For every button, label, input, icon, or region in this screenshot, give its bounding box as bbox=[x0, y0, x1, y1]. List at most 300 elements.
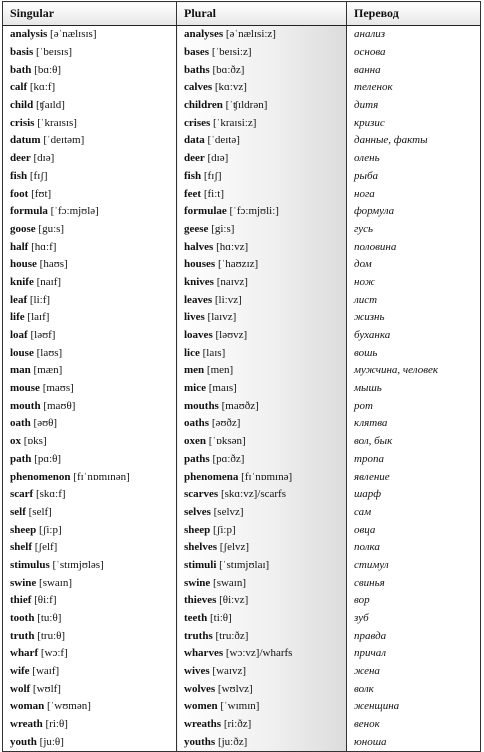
table-row bbox=[3, 468, 481, 486]
plural-word: wolves bbox=[184, 682, 216, 695]
plural-word: phenomena bbox=[184, 470, 239, 483]
plural-word: oxen bbox=[184, 435, 206, 448]
plural-transcription: [θiːvz] bbox=[219, 594, 249, 607]
plural-word: halves bbox=[184, 240, 214, 253]
translation-cell: вор bbox=[347, 592, 481, 610]
translation-cell: олень bbox=[347, 150, 481, 168]
translation-cell: зуб bbox=[347, 610, 481, 628]
translation-cell: вошь bbox=[347, 344, 481, 362]
singular-cell bbox=[3, 574, 177, 592]
singular-transcription: [əˈnælɪsɪs] bbox=[50, 28, 97, 41]
translation-cell: мужчина, человек bbox=[347, 362, 481, 380]
plural-transcription: [wʊlvz] bbox=[217, 682, 253, 695]
singular-cell bbox=[3, 150, 177, 168]
singular-cell bbox=[3, 327, 177, 345]
singular-transcription: [pɑːθ] bbox=[34, 452, 62, 465]
plural-cell bbox=[177, 203, 347, 221]
singular-transcription: [ˈdeɪtəm] bbox=[43, 134, 85, 147]
singular-cell bbox=[3, 698, 177, 716]
plural-word: lice bbox=[184, 346, 200, 359]
plural-word: data bbox=[184, 134, 205, 147]
singular-transcription: [riːθ] bbox=[45, 718, 68, 731]
singular-cell bbox=[3, 663, 177, 681]
translation-cell: явление bbox=[347, 468, 481, 486]
plural-cell bbox=[177, 79, 347, 97]
translation-cell: буханка bbox=[347, 327, 481, 345]
plural-transcription: [naɪvz] bbox=[216, 275, 248, 288]
translation-cell: клятва bbox=[347, 415, 481, 433]
table-row bbox=[3, 539, 481, 557]
singular-word: wife bbox=[10, 665, 30, 678]
singular-word: calf bbox=[10, 81, 28, 94]
singular-word: loaf bbox=[10, 329, 28, 342]
plural-transcription: [ˈstɪmjʊlaɪ] bbox=[219, 558, 270, 571]
plural-cell bbox=[177, 716, 347, 734]
header-translation: Перевод bbox=[347, 2, 481, 26]
plural-word: loaves bbox=[184, 329, 213, 342]
table-row bbox=[3, 504, 481, 522]
plural-transcription: [fɪʃ] bbox=[203, 169, 222, 182]
plural-cell bbox=[177, 291, 347, 309]
translation-cell: рыба bbox=[347, 168, 481, 186]
singular-cell bbox=[3, 433, 177, 451]
singular-cell bbox=[3, 610, 177, 628]
table-row bbox=[3, 238, 481, 256]
plural-word: youths bbox=[184, 735, 216, 748]
singular-word: knife bbox=[10, 275, 34, 288]
singular-transcription: [juːθ] bbox=[39, 735, 64, 748]
plural-word: teeth bbox=[184, 612, 208, 625]
singular-transcription: [maʊs] bbox=[42, 382, 74, 395]
plural-cell bbox=[177, 521, 347, 539]
translation-cell: лист bbox=[347, 291, 481, 309]
plural-word: children bbox=[184, 99, 223, 112]
plural-transcription: [əˈnælɪsiːz] bbox=[225, 28, 276, 41]
plural-word: wreaths bbox=[184, 718, 222, 731]
translation-cell: шарф bbox=[347, 486, 481, 504]
plural-word: scarves bbox=[184, 488, 219, 501]
singular-transcription: [ʧaɪld] bbox=[35, 99, 65, 112]
singular-cell bbox=[3, 185, 177, 203]
singular-word: bath bbox=[10, 63, 32, 76]
plural-transcription: [ˈbeɪsiːz] bbox=[211, 46, 252, 59]
singular-transcription: [fʊt] bbox=[31, 187, 52, 200]
plural-word: formulae bbox=[184, 205, 227, 218]
table-row bbox=[3, 698, 481, 716]
plural-word: paths bbox=[184, 452, 210, 465]
table-row bbox=[3, 309, 481, 327]
singular-transcription: [laʊs] bbox=[36, 346, 63, 359]
table-row bbox=[3, 79, 481, 97]
plural-word: baths bbox=[184, 63, 210, 76]
singular-word: house bbox=[10, 258, 37, 271]
plural-cell bbox=[177, 327, 347, 345]
singular-word: shelf bbox=[10, 541, 32, 554]
plural-cell bbox=[177, 274, 347, 292]
table-row bbox=[3, 486, 481, 504]
translation-cell: свинья bbox=[347, 574, 481, 592]
singular-word: self bbox=[10, 505, 26, 518]
header-plural: Plural bbox=[177, 2, 347, 26]
plural-transcription: [ʃelvz] bbox=[219, 541, 250, 554]
translation-cell: сам bbox=[347, 504, 481, 522]
singular-word: goose bbox=[10, 222, 36, 235]
translation-cell: юноша bbox=[347, 734, 481, 752]
plural-transcription: [dɪə] bbox=[207, 152, 229, 165]
plural-word: swine bbox=[184, 576, 211, 589]
plural-cell bbox=[177, 645, 347, 663]
singular-cell bbox=[3, 274, 177, 292]
translation-cell: половина bbox=[347, 238, 481, 256]
plural-word: wives bbox=[184, 665, 210, 678]
translation-cell: нож bbox=[347, 274, 481, 292]
singular-transcription: [əʊθ] bbox=[33, 417, 58, 430]
table-row bbox=[3, 397, 481, 415]
singular-word: mouse bbox=[10, 382, 40, 395]
singular-cell bbox=[3, 716, 177, 734]
plural-cell bbox=[177, 97, 347, 115]
plural-word: knives bbox=[184, 275, 214, 288]
singular-cell bbox=[3, 557, 177, 575]
translation-cell: основа bbox=[347, 44, 481, 62]
plural-transcription: [liːvz] bbox=[214, 293, 242, 306]
table-row bbox=[3, 114, 481, 132]
translation-cell: женщина bbox=[347, 698, 481, 716]
plural-word: shelves bbox=[184, 541, 217, 554]
singular-cell bbox=[3, 203, 177, 221]
singular-word: woman bbox=[10, 700, 45, 713]
singular-cell bbox=[3, 168, 177, 186]
singular-transcription: [kɑːf] bbox=[29, 81, 56, 94]
singular-word: louse bbox=[10, 346, 34, 359]
plural-transcription: [riːðz] bbox=[223, 718, 252, 731]
singular-transcription: [swaɪn] bbox=[39, 576, 73, 589]
table-row bbox=[3, 362, 481, 380]
singular-cell bbox=[3, 486, 177, 504]
table-row bbox=[3, 185, 481, 203]
translation-cell: кризис bbox=[347, 114, 481, 132]
singular-transcription: [bɑːθ] bbox=[34, 63, 62, 76]
plural-word: feet bbox=[184, 187, 202, 200]
singular-cell bbox=[3, 26, 177, 44]
plural-transcription: [juːðz] bbox=[217, 735, 248, 748]
translation-cell: волк bbox=[347, 680, 481, 698]
table-row bbox=[3, 221, 481, 239]
plural-nouns-table bbox=[2, 1, 481, 752]
singular-word: ox bbox=[10, 435, 21, 448]
plural-cell bbox=[177, 397, 347, 415]
translation-cell: венок bbox=[347, 716, 481, 734]
singular-transcription: [dɪə] bbox=[33, 152, 55, 165]
table-row bbox=[3, 344, 481, 362]
plural-cell bbox=[177, 168, 347, 186]
singular-transcription: [ˈbeɪsɪs] bbox=[36, 46, 73, 59]
table-row bbox=[3, 203, 481, 221]
plural-cell bbox=[177, 61, 347, 79]
plural-cell bbox=[177, 433, 347, 451]
plural-cell bbox=[177, 150, 347, 168]
singular-word: man bbox=[10, 364, 31, 377]
translation-cell: нога bbox=[347, 185, 481, 203]
plural-transcription: [truːðz] bbox=[215, 629, 249, 642]
translation-cell: теленок bbox=[347, 79, 481, 97]
translation-cell: правда bbox=[347, 627, 481, 645]
plural-word: leaves bbox=[184, 293, 213, 306]
table-row bbox=[3, 451, 481, 469]
singular-transcription: [waɪf] bbox=[32, 665, 60, 678]
singular-word: youth bbox=[10, 735, 37, 748]
singular-cell bbox=[3, 114, 177, 132]
translation-cell: гусь bbox=[347, 221, 481, 239]
singular-transcription: [liːf] bbox=[29, 293, 51, 306]
plural-transcription: [wɔːvz]/wharfs bbox=[225, 647, 293, 660]
singular-cell bbox=[3, 521, 177, 539]
singular-transcription: [ʃiːp] bbox=[39, 523, 62, 536]
singular-word: thief bbox=[10, 594, 32, 607]
singular-transcription: [haʊs] bbox=[39, 258, 68, 271]
singular-cell bbox=[3, 680, 177, 698]
plural-cell bbox=[177, 592, 347, 610]
plural-word: mice bbox=[184, 382, 206, 395]
singular-transcription: [ˈkraɪsɪs] bbox=[37, 116, 77, 129]
plural-transcription: [ˈfɔːmjʊliː] bbox=[229, 205, 279, 218]
plural-transcription: [kɑːvz] bbox=[214, 81, 247, 94]
table-row bbox=[3, 734, 481, 752]
singular-cell bbox=[3, 61, 177, 79]
plural-cell bbox=[177, 574, 347, 592]
singular-word: swine bbox=[10, 576, 37, 589]
plural-cell bbox=[177, 132, 347, 150]
translation-cell: вол, бык bbox=[347, 433, 481, 451]
plural-cell bbox=[177, 114, 347, 132]
plural-cell bbox=[177, 256, 347, 274]
translation-cell: стимул bbox=[347, 557, 481, 575]
plural-word: crises bbox=[184, 116, 211, 129]
plural-transcription: [əʊðz] bbox=[211, 417, 241, 430]
singular-transcription: [ɒks] bbox=[23, 435, 47, 448]
singular-word: datum bbox=[10, 134, 41, 147]
plural-word: houses bbox=[184, 258, 216, 271]
header-singular: Singular bbox=[3, 2, 177, 26]
plural-transcription: [ˈʧɪldrən] bbox=[225, 99, 268, 112]
table-row bbox=[3, 132, 481, 150]
translation-cell: рот bbox=[347, 397, 481, 415]
singular-transcription: [fɪʃ] bbox=[29, 169, 48, 182]
singular-word: oath bbox=[10, 417, 31, 430]
singular-cell bbox=[3, 221, 177, 239]
plural-word: men bbox=[184, 364, 205, 377]
plural-cell bbox=[177, 627, 347, 645]
singular-word: wharf bbox=[10, 647, 39, 660]
singular-cell bbox=[3, 44, 177, 62]
singular-transcription: [naɪf] bbox=[36, 275, 62, 288]
table-row bbox=[3, 97, 481, 115]
singular-cell bbox=[3, 238, 177, 256]
singular-transcription: [self] bbox=[28, 505, 52, 518]
singular-transcription: [hɑːf] bbox=[31, 240, 57, 253]
plural-transcription: [hɑːvz] bbox=[216, 240, 249, 253]
singular-cell bbox=[3, 451, 177, 469]
table-row bbox=[3, 557, 481, 575]
plural-transcription: [tiːθ] bbox=[209, 612, 232, 625]
singular-cell bbox=[3, 380, 177, 398]
table-row bbox=[3, 26, 481, 44]
plural-word: selves bbox=[184, 505, 211, 518]
plural-word: truths bbox=[184, 629, 213, 642]
singular-cell bbox=[3, 309, 177, 327]
translation-cell: формула bbox=[347, 203, 481, 221]
table-row bbox=[3, 610, 481, 628]
singular-word: phenomenon bbox=[10, 470, 71, 483]
plural-cell bbox=[177, 309, 347, 327]
table-row bbox=[3, 150, 481, 168]
table-row bbox=[3, 44, 481, 62]
singular-transcription: [ˈwʊmən] bbox=[46, 700, 91, 713]
table-row bbox=[3, 61, 481, 79]
singular-cell bbox=[3, 504, 177, 522]
table-row bbox=[3, 521, 481, 539]
plural-transcription: [laɪs] bbox=[202, 346, 226, 359]
plural-word: oaths bbox=[184, 417, 210, 430]
singular-transcription: [tuːθ] bbox=[37, 612, 62, 625]
header-row bbox=[3, 2, 481, 26]
table-row bbox=[3, 274, 481, 292]
plural-cell bbox=[177, 362, 347, 380]
plural-word: thieves bbox=[184, 594, 217, 607]
table-row bbox=[3, 415, 481, 433]
table-row bbox=[3, 327, 481, 345]
plural-cell bbox=[177, 26, 347, 44]
singular-word: child bbox=[10, 99, 34, 112]
translation-cell: дитя bbox=[347, 97, 481, 115]
table-row bbox=[3, 680, 481, 698]
singular-cell bbox=[3, 468, 177, 486]
table-row bbox=[3, 663, 481, 681]
table-row bbox=[3, 168, 481, 186]
plural-word: stimuli bbox=[184, 558, 217, 571]
singular-word: wolf bbox=[10, 682, 31, 695]
plural-transcription: [fɪˈnɒmɪnə] bbox=[241, 470, 293, 483]
plural-transcription: [ˈdeɪtə] bbox=[207, 134, 240, 147]
singular-transcription: [θiːf] bbox=[34, 594, 57, 607]
table-row bbox=[3, 645, 481, 663]
plural-word: lives bbox=[184, 311, 205, 324]
plural-transcription: [giːs] bbox=[211, 222, 235, 235]
plural-transcription: [skɑːvz]/scarfs bbox=[220, 488, 286, 501]
singular-transcription: [skɑːf] bbox=[35, 488, 66, 501]
plural-cell bbox=[177, 504, 347, 522]
plural-cell bbox=[177, 380, 347, 398]
translation-cell: полка bbox=[347, 539, 481, 557]
table-row bbox=[3, 380, 481, 398]
translation-cell: овца bbox=[347, 521, 481, 539]
plural-word: deer bbox=[184, 152, 205, 165]
plural-cell bbox=[177, 680, 347, 698]
translation-cell: дом bbox=[347, 256, 481, 274]
singular-cell bbox=[3, 627, 177, 645]
singular-word: leaf bbox=[10, 293, 28, 306]
plural-cell bbox=[177, 221, 347, 239]
singular-transcription: [guːs] bbox=[38, 222, 65, 235]
singular-cell bbox=[3, 132, 177, 150]
plural-cell bbox=[177, 734, 347, 752]
singular-cell bbox=[3, 291, 177, 309]
plural-cell bbox=[177, 344, 347, 362]
table-row bbox=[3, 433, 481, 451]
translation-cell: мышь bbox=[347, 380, 481, 398]
plural-transcription: [fiːt] bbox=[203, 187, 225, 200]
plural-word: geese bbox=[184, 222, 209, 235]
plural-transcription: [pɑːðz] bbox=[212, 452, 245, 465]
singular-transcription: [ʃelf] bbox=[34, 541, 58, 554]
singular-cell bbox=[3, 592, 177, 610]
singular-cell bbox=[3, 79, 177, 97]
singular-word: wreath bbox=[10, 718, 43, 731]
plural-transcription: [bɑːðz] bbox=[212, 63, 245, 76]
singular-transcription: [wɔːf] bbox=[40, 647, 68, 660]
singular-cell bbox=[3, 362, 177, 380]
singular-transcription: [ˈstɪmjʊləs] bbox=[52, 558, 104, 571]
plural-cell bbox=[177, 44, 347, 62]
plural-transcription: [ˈkraɪsiːz] bbox=[213, 116, 257, 129]
plural-cell bbox=[177, 415, 347, 433]
table-row bbox=[3, 627, 481, 645]
table-row bbox=[3, 716, 481, 734]
plural-transcription: [laɪvz] bbox=[207, 311, 237, 324]
plural-transcription: [maʊðz] bbox=[221, 399, 259, 412]
singular-word: stimulus bbox=[10, 558, 50, 571]
plural-cell bbox=[177, 663, 347, 681]
plural-word: mouths bbox=[184, 399, 219, 412]
singular-word: tooth bbox=[10, 612, 35, 625]
plural-transcription: [ˈɒksən] bbox=[208, 435, 246, 448]
singular-transcription: [ləʊf] bbox=[30, 329, 56, 342]
singular-transcription: [ˈfɔːmjʊlə] bbox=[50, 205, 99, 218]
translation-cell: ванна bbox=[347, 61, 481, 79]
plural-transcription: [ˈwɪmɪn] bbox=[220, 700, 260, 713]
singular-cell bbox=[3, 415, 177, 433]
plural-cell bbox=[177, 451, 347, 469]
plural-transcription: [ʃiːp] bbox=[213, 523, 236, 536]
singular-word: life bbox=[10, 311, 25, 324]
singular-cell bbox=[3, 256, 177, 274]
singular-word: formula bbox=[10, 205, 48, 218]
table-body bbox=[3, 26, 481, 752]
table-row bbox=[3, 256, 481, 274]
table-row bbox=[3, 574, 481, 592]
singular-transcription: [mæn] bbox=[33, 364, 63, 377]
singular-word: analysis bbox=[10, 28, 48, 41]
singular-cell bbox=[3, 397, 177, 415]
plural-word: women bbox=[184, 700, 218, 713]
plural-cell bbox=[177, 185, 347, 203]
plural-transcription: [waɪvz] bbox=[212, 665, 247, 678]
translation-cell: тропа bbox=[347, 451, 481, 469]
plural-transcription: [maɪs] bbox=[208, 382, 237, 395]
singular-cell bbox=[3, 645, 177, 663]
plural-transcription: [swaɪn] bbox=[213, 576, 247, 589]
table-row bbox=[3, 592, 481, 610]
translation-cell: причал bbox=[347, 645, 481, 663]
plural-transcription: [ləʊvz] bbox=[215, 329, 248, 342]
plural-transcription: [men] bbox=[206, 364, 234, 377]
plural-transcription: [selvz] bbox=[213, 505, 244, 518]
singular-transcription: [wʊlf] bbox=[32, 682, 61, 695]
plural-word: bases bbox=[184, 46, 210, 59]
plural-word: fish bbox=[184, 169, 202, 182]
plural-cell bbox=[177, 557, 347, 575]
plural-transcription: [ˈhaʊzɪz] bbox=[217, 258, 259, 271]
